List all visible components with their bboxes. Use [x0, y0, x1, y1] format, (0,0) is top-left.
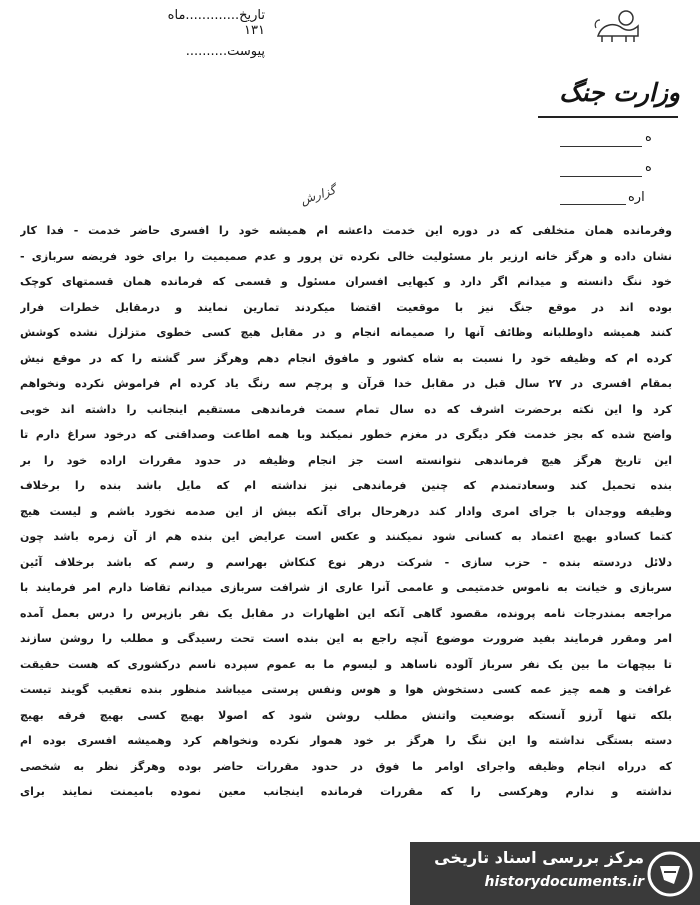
watermark-name: مرکز بررسی اسناد تاریخی: [434, 848, 644, 867]
date-label: تاریخ.............ماه ۱۳۱: [167, 8, 265, 38]
body-line: نداشته و ندارم وهرکسی را که مقررات فرمانده اینجانب معین نموده بامیمنت نمایند برای: [20, 785, 672, 798]
body-line: دلائل دردسته بنده - حزب سازی - شرکت درهر نوع کنکاش بهراسم و رسم که باشد برخلاف آئین: [20, 555, 672, 569]
body-line: بوده اند در موقع جنگ نیز با موقعیت اقتضا میکردند تمارین نمایند و درمقابل خطرات فرار: [20, 300, 672, 314]
title-underline: [538, 116, 678, 118]
body-line: خود ننگ دانسته و میدانم اگر دارد و کیهایی افسران مسئول و قسمی که فرمانده همان قسمتهای کوچک: [20, 275, 672, 288]
reference-field-1-line: [560, 146, 642, 147]
watermark-banner: [410, 842, 700, 905]
ministry-title: وزارت جنگ: [559, 78, 680, 107]
reference-field-3-line: [560, 204, 626, 205]
body-line: دسته بستگی نداشته وا این ننگ را هرگز بر خود هموار نکرده ونخواهم کرد وهمیشه افسری بوده ام: [20, 734, 672, 747]
body-line: که درراه انجام وظیفه واجرای اوامر ما فوق در حدود مقررات حاضر بوده وهرگز نظر به شخصی: [20, 759, 672, 773]
body-line: کنند همیشه داوطلبانه وظائف آنها را صمیمانه انجام و در مقابل هیچ کسی خطوی متزلزل نشده کوشش: [20, 326, 672, 339]
body-line: تا بیچهات ما بین یک نفر سرباز آلوده ناساهد و لیسوم ما به عموم سپرده ناسم درکشوری که هست حقیقت: [20, 657, 672, 671]
watermark-url: historydocuments.ir: [484, 874, 644, 890]
body-line: مراجعه بمندرجات نامه پرونده، مقصود گاهی آنکه این اظهارات در مقابل یک نفر بازپرس را درس بعمل آمده: [20, 606, 672, 620]
body-line: واضح شده که بجز خدمت فکر دیگری در مغزم خطور نمیکند وبا همه اطاعت وصداقتی که درخود سراغ دارم تا: [20, 428, 672, 441]
body-line: نشان داده و هرگز خانه ارزیر بار مسئولیت خالی نکرده تن پرور و عدم صمیمیت را برای خود فریضه سربازی -: [20, 249, 672, 263]
body-line: وفرمانده همان متخلفی که در دوره این خدمت داعشه ام همیشه خود را افسری حاضر خدمت - فدا کار: [20, 224, 672, 237]
body-line: کرد وا این نکته برحضرت اشرف که ده سال تمام سمت فرماندهی مستقیم اینجانب را داشته اند خوبی: [20, 402, 672, 416]
attachment-label: پیوست..........: [185, 44, 265, 59]
body-line: غرافت و همه چیز عمه کسی دستخوش هوا و هوس ونفس پرستی میباشد منظور بنده تعقیب گویند تیست: [20, 683, 672, 696]
watermark-logo-icon: [646, 850, 694, 898]
body-line: این تاریخ هرگز هیچ فرماندهی نتوانسته است جز انجام وظیفه در حدود مقررات اراده خود را بر: [20, 453, 672, 467]
handwritten-note: گزارش: [298, 182, 338, 208]
reference-field-3-label: اره: [628, 190, 645, 205]
body-line: بنده تحمیل کند وسعادتمندم که چنین فرماندهی نیز نداشته ام که مایل باشد بنده را برخلاف: [20, 479, 672, 492]
body-line: بلکه تنها آرزو آنستکه بوضعیت واتنش مطلب روشن شود که اصولا بهیچ کسی بهیچ فرقه بهیچ: [20, 708, 672, 722]
body-line: امر ومقرر فرمایند بفید ضرورت موضوع آنچه راجع به این بنده است تحت رسیدگی و مطلب را روشن سازند: [20, 632, 672, 645]
body-line: بمقام افسری در ۲۷ سال قبل در مقابل خدا قرآن و پرچم سه رنگ یاد کرده ام فراموش نکرده ونخواهم: [20, 377, 672, 390]
body-line: کرده ام که وظیفه خود را نسبت به شاه کشور و مافوق انجام دهم وهرگز سر گشته را که در موقع نیش: [20, 351, 672, 365]
lion-sun-emblem-icon: [592, 6, 644, 46]
reference-field-2-label: ه: [645, 160, 652, 175]
reference-field-2-line: [560, 176, 642, 177]
reference-field-1-label: ه: [645, 130, 652, 145]
body-line: کتما کسادو بهیچ اعتماد به کسانی شود نمیکنند و عکس است عرایض این بنده هم از آن زمره باشد چون: [20, 530, 672, 543]
body-line: وظیفه ووجدان با جرای امری وادار کند درهرحال برای آنکه بیش از این صدمه نخورد باشم و لیست هیچ: [20, 504, 672, 518]
body-line: سربازی و خیانت به ناموس خدمتیمی و عاممی آنرا عاری از شرافت سربازی میدانم تقاضا دارم امر فرمایند با: [20, 581, 672, 594]
letter-body: [20, 218, 672, 805]
